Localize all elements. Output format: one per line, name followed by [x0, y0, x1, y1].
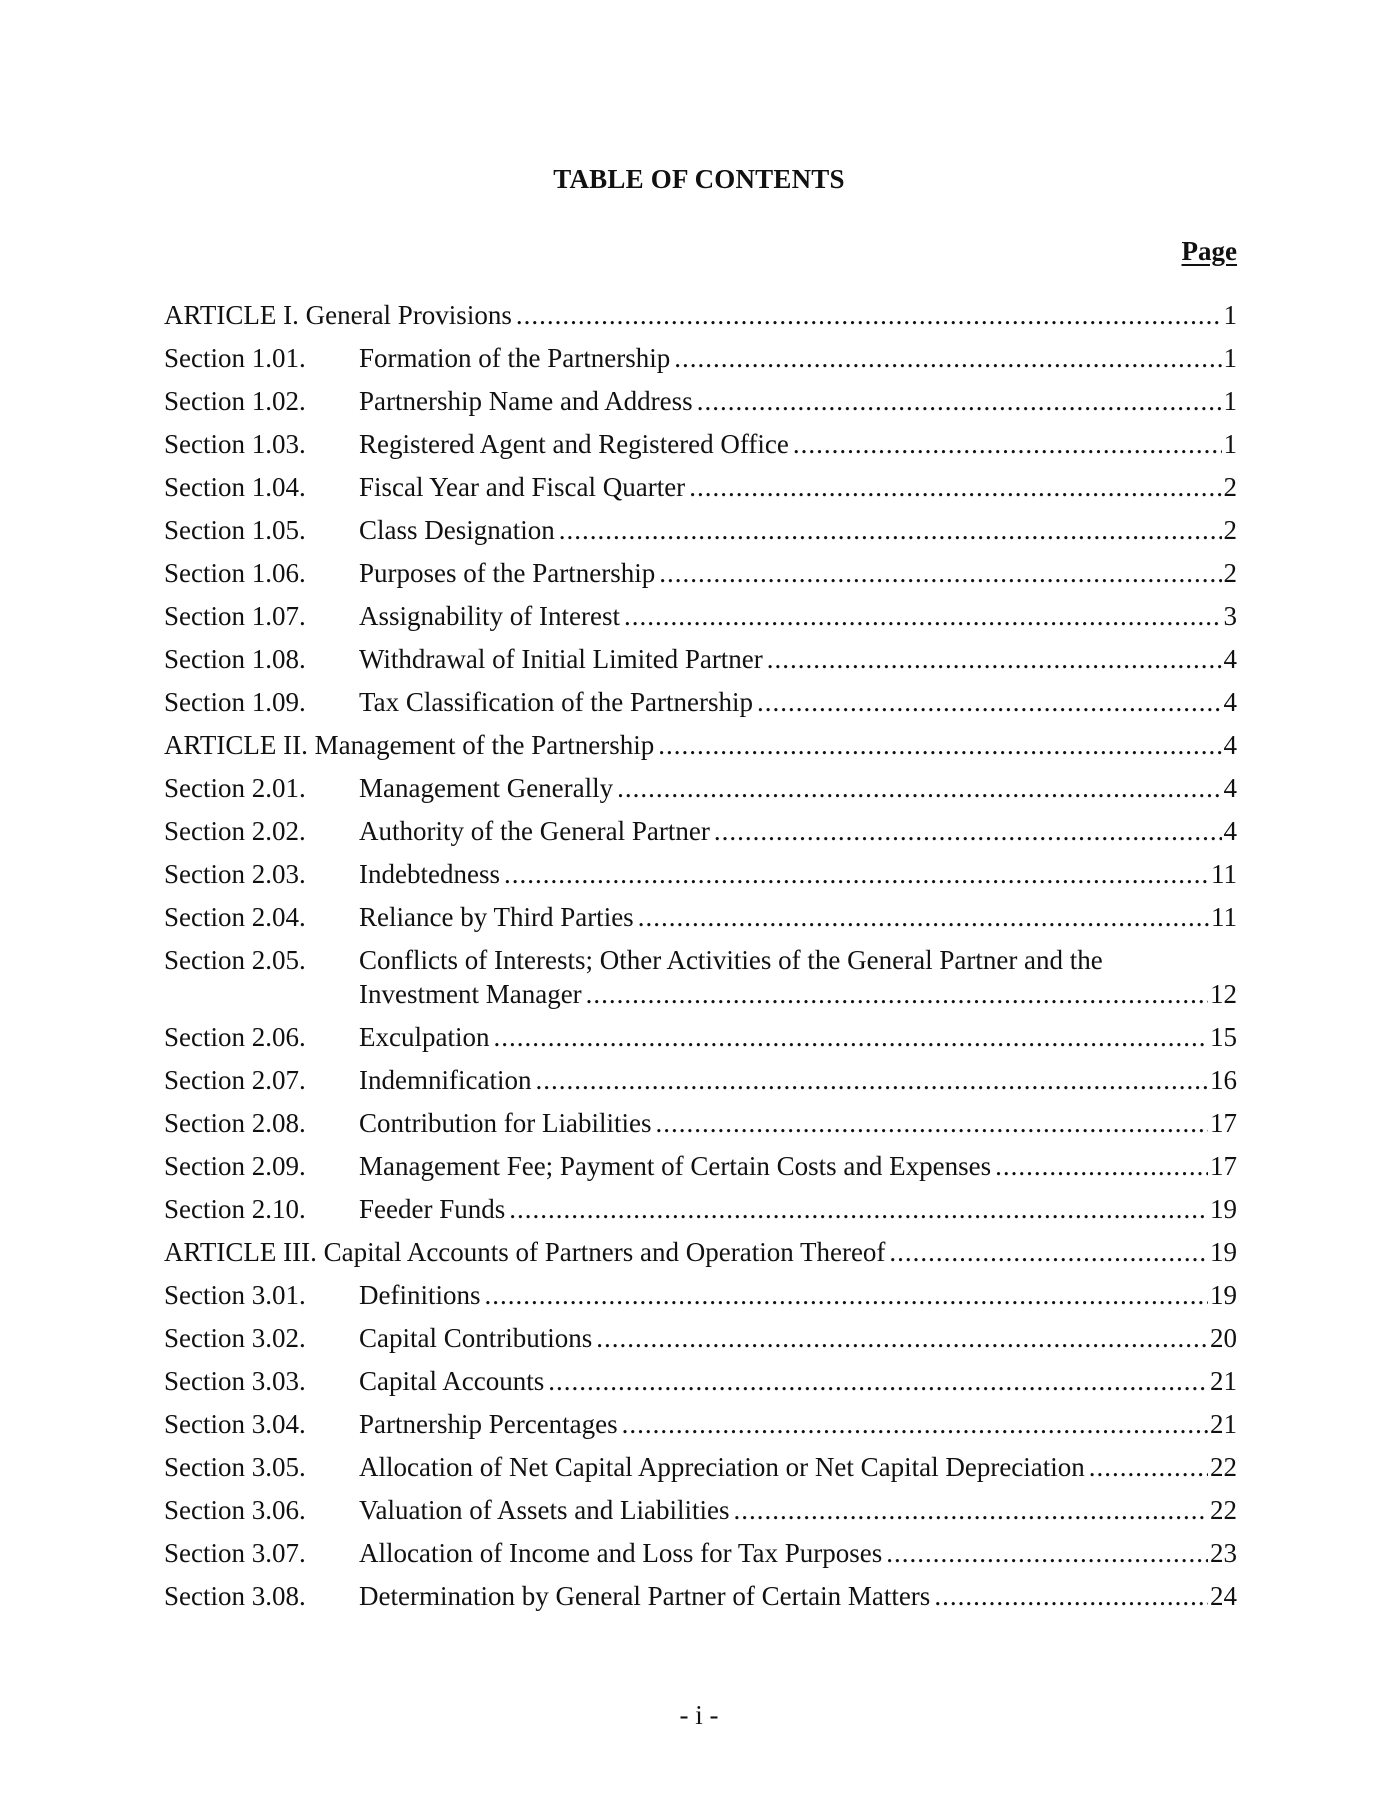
- toc-page-number: 1: [1223, 429, 1237, 459]
- toc-section-title: Authority of the General Partner: [359, 816, 710, 846]
- toc-section-number: Section 3.04.: [164, 1409, 306, 1439]
- dot-leader: [995, 1149, 1208, 1183]
- toc-section-entry[interactable]: [164, 1106, 1237, 1140]
- toc-section-entry[interactable]: [164, 1407, 1237, 1441]
- toc-section-title: Indebtedness: [359, 859, 500, 889]
- page-footer: - i -: [679, 1700, 719, 1730]
- toc-page-number: 20: [1210, 1323, 1237, 1353]
- toc-section-entry[interactable]: [164, 341, 1237, 375]
- dot-leader: [596, 1321, 1208, 1355]
- toc-section-entry[interactable]: [164, 900, 1237, 934]
- toc-section-entry[interactable]: [164, 1020, 1237, 1054]
- toc-article-entry[interactable]: [164, 1235, 1237, 1269]
- toc-section-number: Section 1.06.: [164, 558, 306, 588]
- toc-page-number: 4: [1223, 687, 1237, 717]
- toc-article-label: ARTICLE III. Capital Accounts of Partners and Operation Thereof: [164, 1237, 886, 1267]
- dot-leader: [548, 1364, 1208, 1398]
- toc-page-number: 11: [1211, 902, 1237, 932]
- toc-page-number: 1: [1223, 300, 1237, 330]
- toc-page-number: 22: [1210, 1452, 1237, 1482]
- toc-article-entry[interactable]: [164, 728, 1237, 762]
- toc-section-title: Fiscal Year and Fiscal Quarter: [359, 472, 686, 502]
- dot-leader: [658, 728, 1221, 762]
- toc-section-entry[interactable]: [164, 470, 1237, 504]
- toc-section-title: Indemnification: [359, 1065, 532, 1095]
- toc-section-title: Allocation of Income and Loss for Tax Purposes: [359, 1538, 883, 1568]
- dot-leader: [674, 341, 1221, 375]
- dot-leader: [655, 1106, 1208, 1140]
- dot-leader: [559, 513, 1222, 547]
- toc-section-entry[interactable]: [164, 857, 1237, 891]
- toc-page-number: 19: [1210, 1194, 1237, 1224]
- toc-section-title: Contribution for Liabilities: [359, 1108, 652, 1138]
- toc-section-number: Section 2.09.: [164, 1151, 306, 1181]
- dot-leader: [757, 685, 1221, 719]
- toc-section-entry[interactable]: [164, 1364, 1237, 1398]
- toc-article-label: ARTICLE I. General Provisions: [164, 300, 512, 330]
- toc-section-number: Section 2.02.: [164, 816, 306, 846]
- toc-section-number: Section 2.10.: [164, 1194, 306, 1224]
- toc-page-number: 3: [1223, 601, 1237, 631]
- toc-section-number: Section 3.03.: [164, 1366, 306, 1396]
- toc-page-number: 2: [1223, 515, 1237, 545]
- toc-section-number: Section 1.01.: [164, 343, 306, 373]
- toc-section-title: Withdrawal of Initial Limited Partner: [359, 644, 763, 674]
- toc-section-entry[interactable]: [164, 384, 1237, 418]
- dot-leader: [622, 1407, 1208, 1441]
- toc-section-title: Allocation of Net Capital Appreciation or Net Capital Depreciation: [359, 1452, 1085, 1482]
- toc-page-number: 4: [1223, 644, 1237, 674]
- toc-section-title: Assignability of Interest: [359, 601, 620, 631]
- toc-section-number: Section 2.08.: [164, 1108, 306, 1138]
- toc-section-number: Section 2.05.: [164, 945, 306, 975]
- toc-section-entry[interactable]: [164, 1321, 1237, 1355]
- toc-section-entry[interactable]: [164, 685, 1237, 719]
- toc-page-number: 23: [1210, 1538, 1237, 1568]
- toc-section-entry[interactable]: [164, 814, 1237, 848]
- toc-section-title-line1: Conflicts of Interests; Other Activities of the General Partner and the: [359, 945, 1103, 975]
- dot-leader: [504, 857, 1209, 891]
- toc-section-number: Section 2.04.: [164, 902, 306, 932]
- toc-page-number: 1: [1223, 386, 1237, 416]
- toc-section-title: Reliance by Third Parties: [359, 902, 634, 932]
- dot-leader: [659, 556, 1221, 590]
- toc-section-title: Partnership Name and Address: [359, 386, 693, 416]
- toc-section-number: Section 3.08.: [164, 1581, 306, 1611]
- toc-section-title: Capital Accounts: [359, 1366, 545, 1396]
- toc-section-entry[interactable]: [164, 427, 1237, 461]
- toc-section-number: Section 3.06.: [164, 1495, 306, 1525]
- toc-section-entry[interactable]: [164, 556, 1237, 590]
- toc-page-number: 16: [1210, 1065, 1237, 1095]
- toc-page-number: 17: [1210, 1108, 1237, 1138]
- toc-section-number: Section 3.02.: [164, 1323, 306, 1353]
- dot-leader: [1089, 1450, 1208, 1484]
- toc-page-number: 21: [1210, 1366, 1237, 1396]
- toc-section-title: Valuation of Assets and Liabilities: [359, 1495, 730, 1525]
- toc-section-title: Purposes of the Partnership: [359, 558, 656, 588]
- toc-section-entry[interactable]: [164, 1536, 1237, 1570]
- toc-section-title: Formation of the Partnership: [359, 343, 671, 373]
- toc-page-number: 2: [1223, 472, 1237, 502]
- toc-page-number: 4: [1223, 773, 1237, 803]
- dot-leader: [689, 470, 1221, 504]
- dot-leader: [733, 1493, 1208, 1527]
- toc-section-entry[interactable]: [164, 599, 1237, 633]
- toc-page-number: 15: [1210, 1022, 1237, 1052]
- toc-section-number: Section 1.07.: [164, 601, 306, 631]
- toc-page-number: 19: [1210, 1280, 1237, 1310]
- toc-section-number: Section 1.05.: [164, 515, 306, 545]
- toc-section-number: Section 1.04.: [164, 472, 306, 502]
- table-of-contents: [164, 298, 1237, 1622]
- toc-section-number: Section 3.01.: [164, 1280, 306, 1310]
- dot-leader: [934, 1579, 1208, 1613]
- toc-section-title: Class Designation: [359, 515, 555, 545]
- toc-section-entry[interactable]: [164, 1450, 1237, 1484]
- dot-leader: [516, 298, 1222, 332]
- toc-section-title: Management Generally: [359, 773, 614, 803]
- toc-section-title: Exculpation: [359, 1022, 490, 1052]
- toc-page-number: 4: [1223, 816, 1237, 846]
- toc-page-number: 12: [1210, 979, 1237, 1009]
- dot-leader: [714, 814, 1222, 848]
- dot-leader: [617, 771, 1221, 805]
- dot-leader: [767, 642, 1222, 676]
- toc-section-title: Definitions: [359, 1280, 481, 1310]
- toc-section-number: Section 1.08.: [164, 644, 306, 674]
- toc-section-entry[interactable]: [164, 1192, 1237, 1226]
- toc-article-label: ARTICLE II. Management of the Partnership: [164, 730, 655, 760]
- dot-leader: [493, 1020, 1208, 1054]
- toc-section-entry[interactable]: [164, 1579, 1237, 1613]
- toc-section-entry[interactable]: [164, 1063, 1237, 1097]
- toc-section-entry[interactable]: [164, 642, 1237, 676]
- toc-page-number: 19: [1210, 1237, 1237, 1267]
- page-column-label: Page: [1181, 236, 1237, 266]
- toc-section-number: Section 1.03.: [164, 429, 306, 459]
- toc-page-number: 22: [1210, 1495, 1237, 1525]
- dot-leader: [485, 1278, 1209, 1312]
- toc-section-title: Management Fee; Payment of Certain Costs and Expenses: [359, 1151, 992, 1181]
- toc-page-number: 4: [1223, 730, 1237, 760]
- dot-leader: [509, 1192, 1208, 1226]
- dot-leader: [793, 427, 1222, 461]
- dot-leader: [697, 384, 1222, 418]
- toc-section-title: Feeder Funds: [359, 1194, 506, 1224]
- document-title: TABLE OF CONTENTS: [553, 164, 845, 194]
- toc-section-title: Tax Classification of the Partnership: [359, 687, 754, 717]
- toc-section-number: Section 2.03.: [164, 859, 306, 889]
- toc-section-entry[interactable]: [164, 943, 1237, 1011]
- toc-section-number: Section 2.01.: [164, 773, 306, 803]
- toc-section-title: Determination by General Partner of Certain Matters: [359, 1581, 931, 1611]
- toc-page-number: 21: [1210, 1409, 1237, 1439]
- toc-section-entry[interactable]: [164, 1278, 1237, 1312]
- toc-section-entry[interactable]: [164, 771, 1237, 805]
- toc-section-title: Capital Contributions: [359, 1323, 593, 1353]
- toc-article-entry[interactable]: [164, 298, 1237, 332]
- toc-page-number: 2: [1223, 558, 1237, 588]
- toc-section-title-line2: Investment Manager: [359, 979, 582, 1009]
- toc-section-number: Section 3.05.: [164, 1452, 306, 1482]
- dot-leader: [586, 977, 1208, 1011]
- toc-section-number: Section 1.02.: [164, 386, 306, 416]
- dot-leader: [886, 1536, 1208, 1570]
- toc-section-entry[interactable]: [164, 1493, 1237, 1527]
- dot-leader: [638, 900, 1209, 934]
- toc-section-title: Registered Agent and Registered Office: [359, 429, 789, 459]
- toc-page-number: 1: [1223, 343, 1237, 373]
- dot-leader: [889, 1235, 1208, 1269]
- toc-section-number: Section 2.07.: [164, 1065, 306, 1095]
- toc-section-number: Section 2.06.: [164, 1022, 306, 1052]
- toc-section-entry[interactable]: [164, 1149, 1237, 1183]
- dot-leader: [535, 1063, 1208, 1097]
- toc-page-number: 24: [1210, 1581, 1237, 1611]
- toc-section-number: Section 3.07.: [164, 1538, 306, 1568]
- toc-section-title: Partnership Percentages: [359, 1409, 618, 1439]
- toc-section-number: Section 1.09.: [164, 687, 306, 717]
- toc-page-number: 17: [1210, 1151, 1237, 1181]
- toc-page-number: 11: [1211, 859, 1237, 889]
- toc-section-entry[interactable]: [164, 513, 1237, 547]
- dot-leader: [624, 599, 1222, 633]
